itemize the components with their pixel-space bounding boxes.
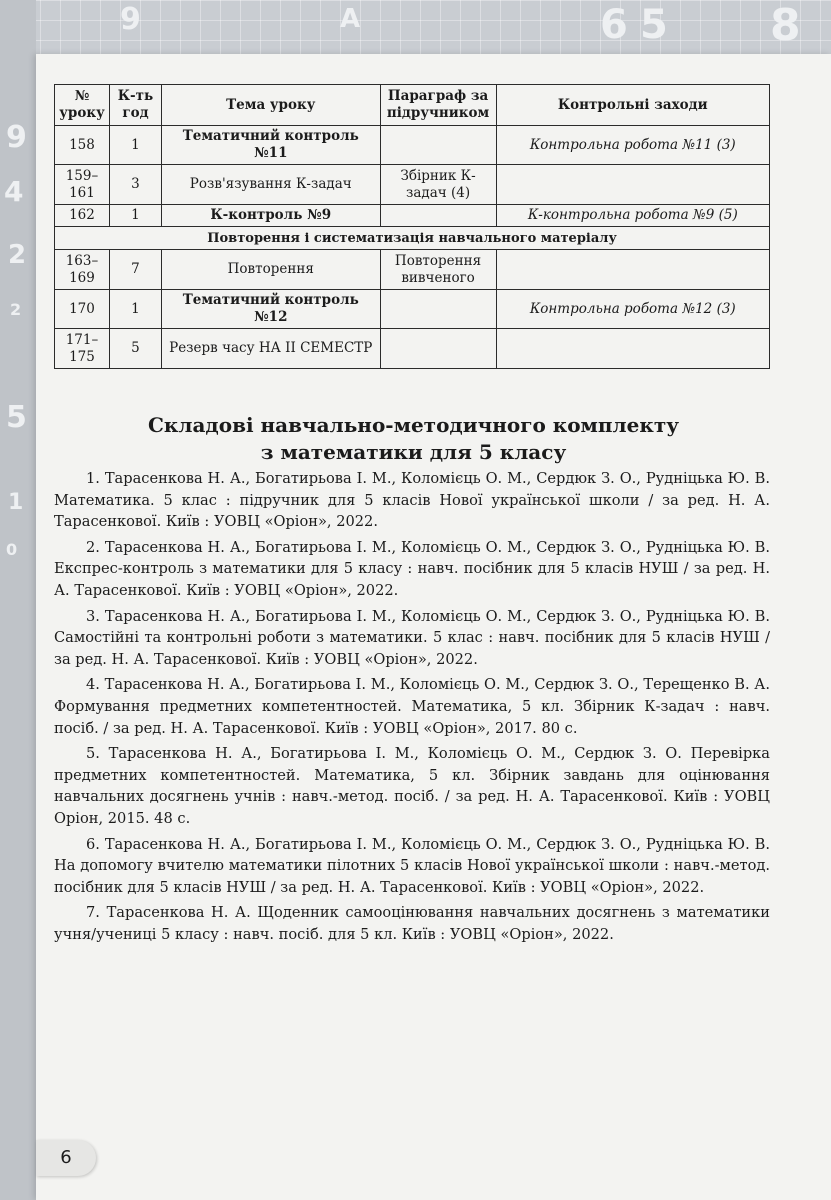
cell-topic: К-контроль №9 xyxy=(161,205,380,227)
decorative-digit: 0 xyxy=(6,540,18,559)
decorative-digit: 9 xyxy=(120,2,141,37)
cell-control: К-контрольна робота №9 (5) xyxy=(496,205,769,227)
cell-paragraph: Повторення вивченого xyxy=(380,250,496,290)
cell-control: Контрольна робота №12 (3) xyxy=(496,290,769,329)
cell-lesson-number: 162 xyxy=(55,205,110,227)
table-section-row xyxy=(55,227,770,250)
column-header-hours: К-ть год xyxy=(109,85,161,126)
decorative-digit: 2 xyxy=(10,300,22,319)
cell-topic: Розв'язування К-задач xyxy=(161,165,380,205)
cell-lesson-number: 163–169 xyxy=(55,250,110,290)
reference-item: 3. Тарасенкова Н. А., Богатирьова І. М., Коломієць О. М., Сердюк З. О., Рудніцька Ю. В. Самостійні та контрольні роботи з математики. 5 клас : навч. посібник для 5 класів НУШ / за ред. Н. А. Тарасенкової. Київ : УОВЦ «Оріон», 2022. xyxy=(54,607,770,668)
cell-lesson-number: 171–175 xyxy=(55,329,110,369)
reference-item: 4. Тарасенкова Н. А., Богатирьова І. М., Коломієць О. М., Сердюк З. О., Терещенко В. А. Формування предметних компетентностей. Математика, 5 кл. Збірник К-задач : навч. посіб. / за ред. Н. А. Тарасенкової. Київ : УОВЦ «Оріон», 2017. 80 с. xyxy=(54,676,770,737)
decorative-digit: 1 xyxy=(8,490,24,515)
cell-paragraph: Збірник К-задач (4) xyxy=(380,165,496,205)
cell-hours: 1 xyxy=(109,205,161,227)
decorative-digit: 8 xyxy=(770,0,801,51)
reference-item: 7. Тарасенкова Н. А. Щоденник самооцінювання навчальних досягнень з математики учня/учениці 5 класу : навч. посіб. для 5 кл. Київ : УОВЦ «Оріон», 2022. xyxy=(54,904,770,943)
table-row xyxy=(55,250,770,290)
lesson-plan-table xyxy=(54,84,770,369)
table-row xyxy=(55,329,770,369)
reference-item: 5. Тарасенкова Н. А., Богатирьова І. М., Коломієць О. М., Сердюк З. О. Перевірка предметних компетентностей. Математика, 5 кл. Збірник завдань для оцінювання навчальних досягнень учнів : навч.-метод. посіб. / за ред. Н. А. Тарасенкової. Київ : УОВЦ Оріон, 2015. 48 с. xyxy=(54,745,770,827)
section-heading xyxy=(36,412,791,466)
cell-lesson-number: 170 xyxy=(55,290,110,329)
table-header-row xyxy=(55,85,770,126)
document-page xyxy=(36,54,831,1200)
cell-topic: Повторення xyxy=(161,250,380,290)
cell-paragraph xyxy=(380,126,496,165)
heading-line-2: з математики для 5 класу xyxy=(260,440,567,464)
table-row xyxy=(55,165,770,205)
column-header-paragraph: Параграф за підручником xyxy=(380,85,496,126)
cell-control: Контрольна робота №11 (3) xyxy=(496,126,769,165)
column-header-lesson-number: № уроку xyxy=(55,85,110,126)
reference-list xyxy=(54,468,770,949)
decorative-digit: 9 xyxy=(6,120,27,155)
table-row xyxy=(55,205,770,227)
reference-item: 6. Тарасенкова Н. А., Богатирьова І. М., Коломієць О. М., Сердюк З. О., Рудніцька Ю. В. На допомогу вчителю математики пілотних 5 класів Нової української школи : навч.-метод. посібник для 5 класів НУШ / за ред. Н. А. Тарасенкової. Київ : УОВЦ «Оріон», 2022. xyxy=(54,835,770,896)
cell-topic: Тематичний контроль №11 xyxy=(161,126,380,165)
cell-control xyxy=(496,165,769,205)
table-row xyxy=(55,126,770,165)
cell-hours: 7 xyxy=(109,250,161,290)
decorative-digit: 2 xyxy=(8,240,27,270)
cell-lesson-number: 159–161 xyxy=(55,165,110,205)
reference-item: 2. Тарасенкова Н. А., Богатирьова І. М., Коломієць О. М., Сердюк З. О., Рудніцька Ю. В. Експрес-контроль з математики для 5 класу : навч. посібник для 5 класів НУШ / за ред. Н. А. Тарасенкової. Київ : УОВЦ «Оріон», 2022. xyxy=(54,538,770,599)
reference-item: 1. Тарасенкова Н. А., Богатирьова І. М., Коломієць О. М., Сердюк З. О., Рудніцька Ю. В. Математика. 5 клас : підручник для 5 класів Нової української школи / за ред. Н. А. Тарасенкової. Київ : УОВЦ «Оріон», 2022. xyxy=(54,470,770,531)
cell-paragraph xyxy=(380,205,496,227)
cell-control xyxy=(496,329,769,369)
cell-control xyxy=(496,250,769,290)
cell-lesson-number: 158 xyxy=(55,126,110,165)
page-number: 6 xyxy=(36,1140,96,1176)
cell-paragraph xyxy=(380,290,496,329)
decorative-digit: 6 xyxy=(600,2,628,48)
cell-hours: 1 xyxy=(109,290,161,329)
cell-hours: 1 xyxy=(109,126,161,165)
column-header-control: Контрольні заходи xyxy=(496,85,769,126)
column-header-topic: Тема уроку xyxy=(161,85,380,126)
cell-hours: 3 xyxy=(109,165,161,205)
cell-paragraph xyxy=(380,329,496,369)
decorative-digit: 4 xyxy=(4,175,24,208)
heading-line-1: Складові навчально-методичного комплекту xyxy=(147,413,680,437)
table-row xyxy=(55,290,770,329)
cell-hours: 5 xyxy=(109,329,161,369)
decorative-digit: 5 xyxy=(640,2,668,48)
cell-topic: Тематичний контроль №12 xyxy=(161,290,380,329)
decorative-digit: 5 xyxy=(6,400,27,435)
section-title: Повторення і систематизація навчального матеріалу xyxy=(55,227,770,250)
decorative-digit: A xyxy=(340,4,361,34)
cell-topic: Резерв часу НА ІІ СЕМЕСТР xyxy=(161,329,380,369)
